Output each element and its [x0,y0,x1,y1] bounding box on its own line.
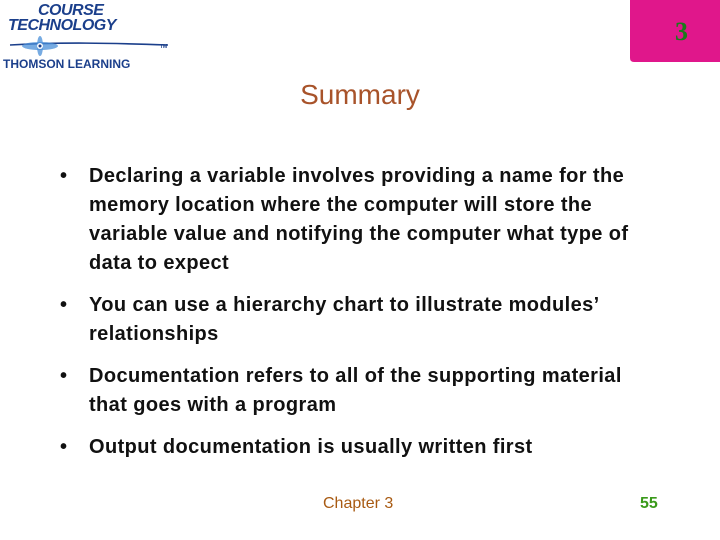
footer-page-number: 55 [640,495,658,512]
bullet-item [60,362,660,420]
bullet-item [60,162,660,278]
bullet-list [60,162,660,462]
logo-technology-text: TECHNOLOGY [8,17,116,34]
bullet-text: You can use a hierarchy chart to illustrate modules’ relationships [89,294,599,345]
chapter-badge-number: 3 [675,17,688,46]
bullet-text: Declaring a variable involves providing a name for the memory location where the computer will store the variable value and notifying the computer what type of data to expect [89,165,629,274]
bullet-dot-icon: • [60,165,68,187]
footer-chapter-label: Chapter 3 [323,495,394,512]
slide-title: Summary [300,79,420,110]
bullet-text: Output documentation is usually written first [89,436,533,458]
logo-course-text: COURSE [38,2,104,19]
bullet-item [60,433,660,462]
bullet-text: Documentation refers to all of the supporting material that goes with a program [89,365,622,416]
bullet-dot-icon: • [60,436,68,458]
badge-shape-icon [620,0,720,62]
bullet-dot-icon: • [60,365,68,387]
bullet-item [60,291,660,349]
bullet-dot-icon: • [60,294,68,316]
course-technology-logo [0,0,180,78]
logo-thomson-learning-text: THOMSON LEARNING [3,57,131,71]
chapter-badge [620,0,720,62]
logo-trademark: TM [160,44,168,50]
